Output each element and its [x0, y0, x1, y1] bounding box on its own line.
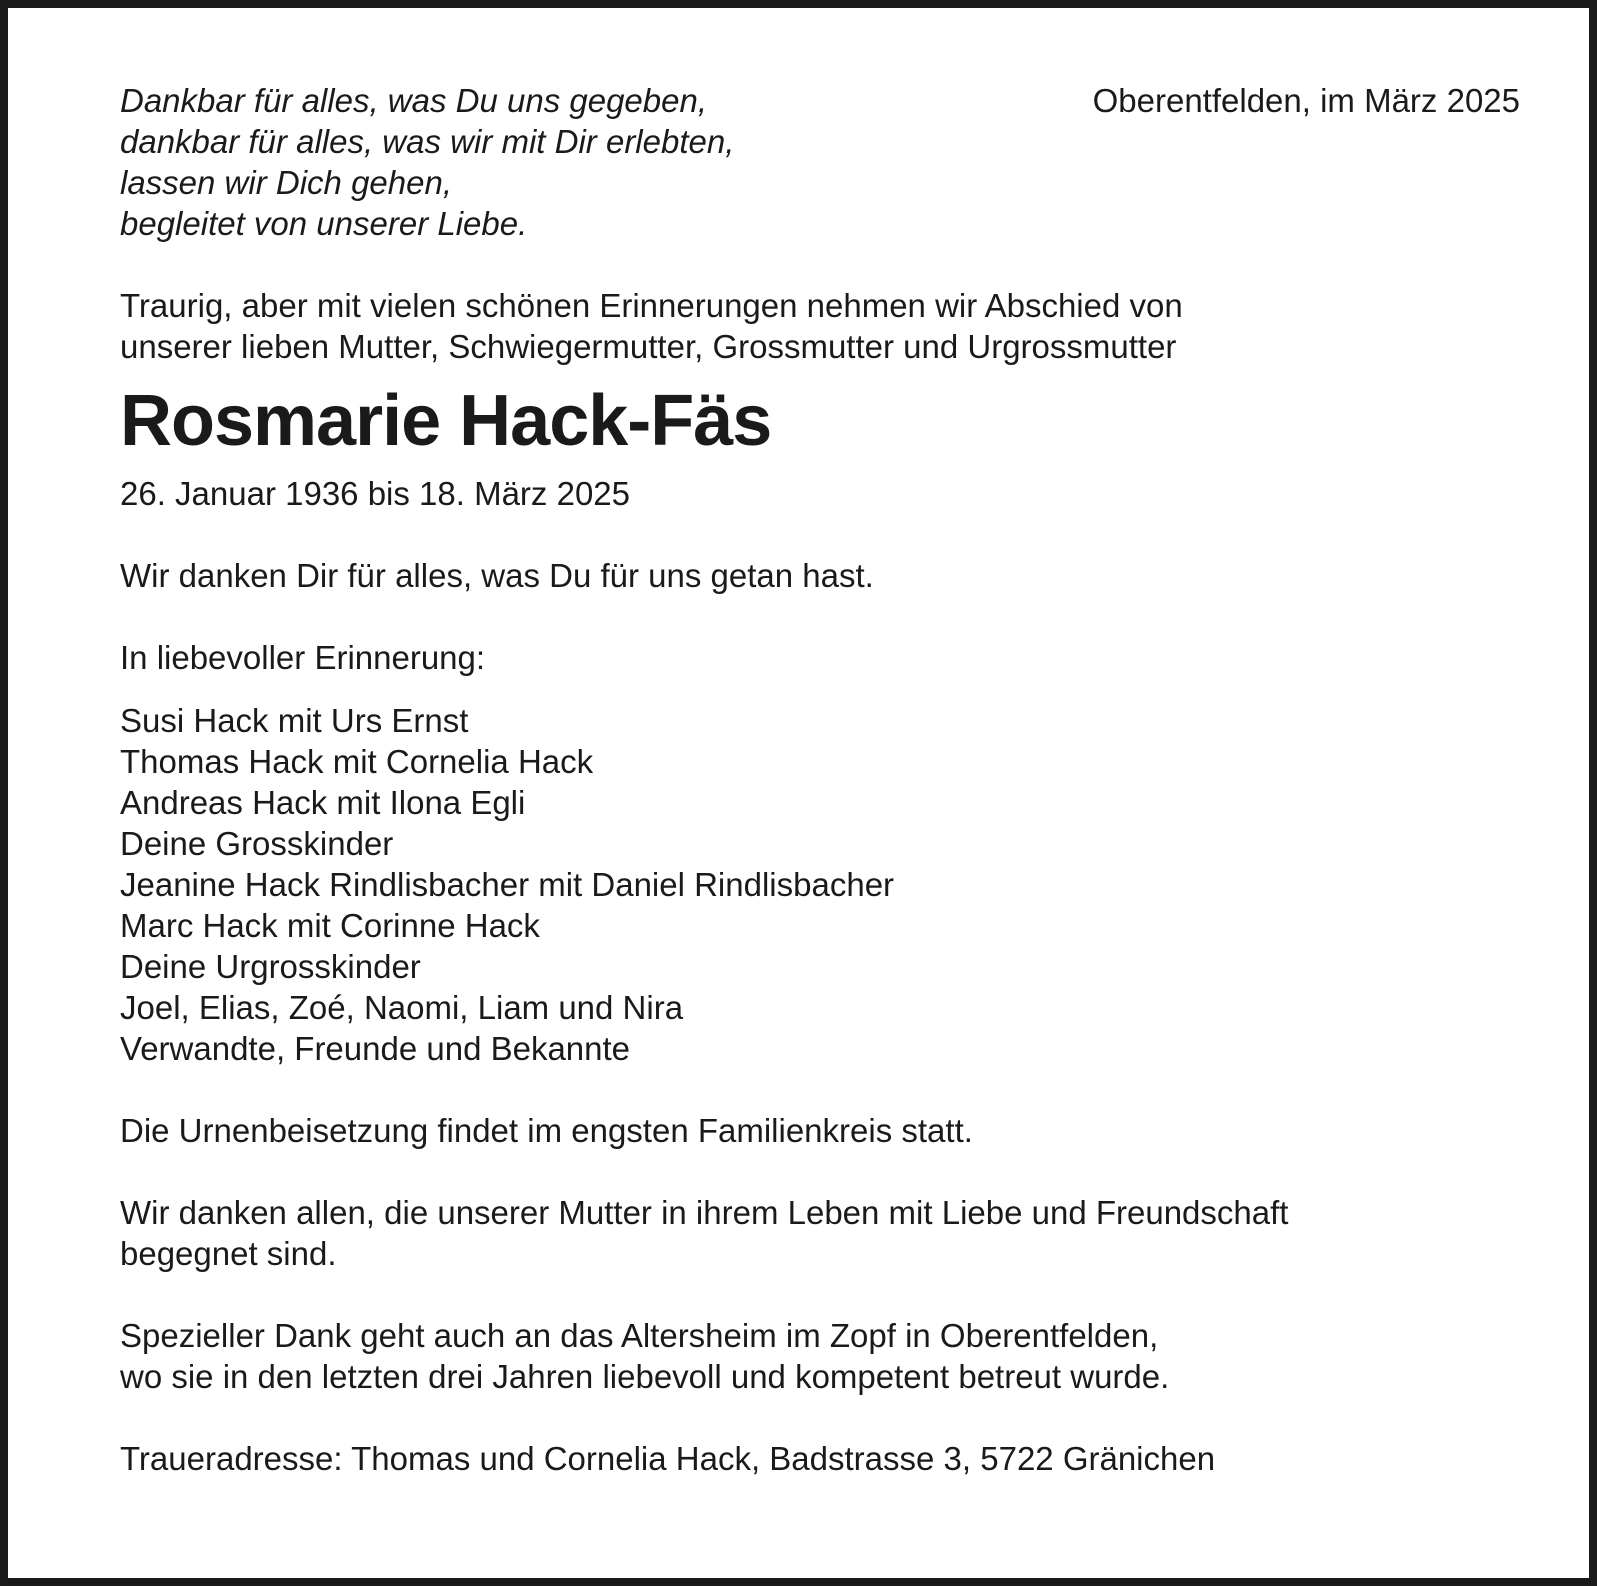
- special-thanks-line: Spezieller Dank geht auch an das Altersheim im Zopf in Oberentfelden,: [120, 1317, 1159, 1354]
- poem-line: Dankbar für alles, was Du uns gegeben,: [120, 82, 708, 119]
- memory-heading: In liebevoller Erinnerung:: [120, 639, 486, 676]
- mourners-list: [120, 700, 1520, 1069]
- thanks-line: Wir danken Dir für alles, was Du für uns getan hast.: [120, 557, 874, 594]
- intro-line: Traurig, aber mit vielen schönen Erinnerungen nehmen wir Abschied von: [120, 287, 1183, 324]
- notice-content: [120, 80, 1520, 1479]
- list-item: Verwandte, Freunde und Bekannte: [120, 1030, 631, 1067]
- list-item: Joel, Elias, Zoé, Naomi, Liam und Nira: [120, 989, 684, 1026]
- poem-line: dankbar für alles, was wir mit Dir erlebten,: [120, 123, 735, 160]
- list-item: Deine Grosskinder: [120, 825, 394, 862]
- special-thanks: [120, 1315, 1520, 1397]
- poem-line: begleitet von unserer Liebe.: [120, 205, 528, 242]
- intro-line: unserer lieben Mutter, Schwiegermutter, Grossmutter und Urgrossmutter: [120, 328, 1177, 365]
- mourning-address: Traueradresse: Thomas und Cornelia Hack, Badstrasse 3, 5722 Gränichen: [120, 1440, 1216, 1477]
- life-dates: 26. Januar 1936 bis 18. März 2025: [120, 475, 631, 512]
- list-item: Marc Hack mit Corinne Hack: [120, 907, 540, 944]
- intro-text: [120, 285, 1520, 367]
- list-item: Andreas Hack mit Ilona Egli: [120, 784, 526, 821]
- list-item: Deine Urgrosskinder: [120, 948, 421, 985]
- thanks-all: [120, 1192, 1520, 1274]
- place-date: Oberentfelden, im März 2025: [1092, 82, 1520, 119]
- thanks-all-line: begegnet sind.: [120, 1235, 337, 1272]
- list-item: Thomas Hack mit Cornelia Hack: [120, 743, 594, 780]
- list-item: Susi Hack mit Urs Ernst: [120, 702, 469, 739]
- header-row: [120, 80, 1520, 244]
- deceased-name: Rosmarie Hack-Fäs: [120, 381, 772, 461]
- special-thanks-line: wo sie in den letzten drei Jahren liebevoll und kompetent betreut wurde.: [120, 1358, 1170, 1395]
- thanks-all-line: Wir danken allen, die unserer Mutter in ihrem Leben mit Liebe und Freundschaft: [120, 1194, 1289, 1231]
- burial-note: Die Urnenbeisetzung findet im engsten Familienkreis statt.: [120, 1112, 973, 1149]
- list-item: Jeanine Hack Rindlisbacher mit Daniel Rindlisbacher: [120, 866, 895, 903]
- poem-line: lassen wir Dich gehen,: [120, 164, 452, 201]
